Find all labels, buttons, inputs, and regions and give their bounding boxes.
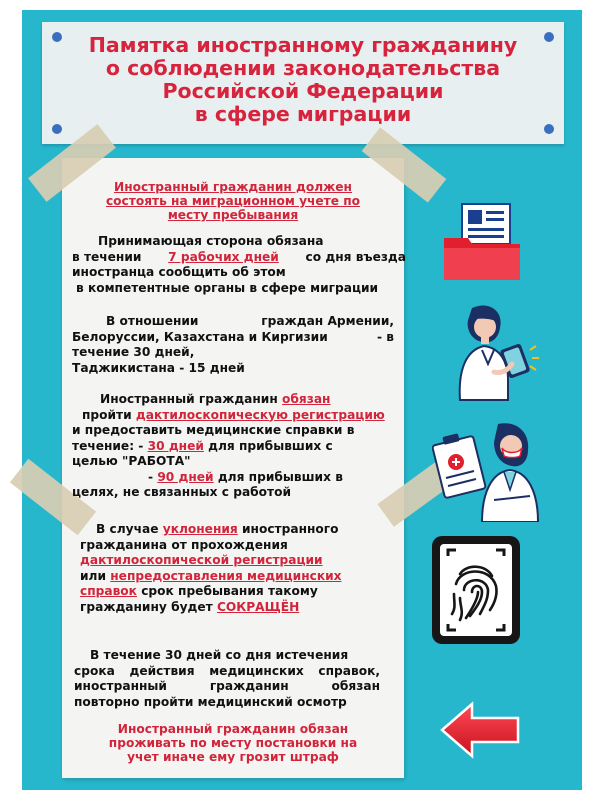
arrow-left-icon: [438, 700, 522, 760]
highlight-certificates: справок: [80, 584, 137, 598]
folder-document-icon: [440, 200, 524, 284]
countries-paragraph: [72, 314, 394, 376]
text-fragment: или: [80, 568, 107, 583]
title-line: в сфере миграции: [194, 102, 412, 126]
text-line: целях, не связанных с работой: [72, 485, 292, 499]
title-line: Российской Федерации: [162, 79, 444, 103]
text-fragment: В отношении: [106, 314, 199, 328]
text-fragment: со дня въезда: [305, 249, 406, 264]
text-line: гражданина от прохождения: [80, 537, 288, 552]
text-line: Таджикистана - 15 дней: [72, 360, 245, 375]
fine-warning: [72, 722, 394, 764]
highlight-fingerprinting: дактилоскопическую регистрацию: [135, 407, 385, 422]
text-line: срока действия медицинских справок,: [74, 663, 380, 678]
warning-line: проживать по месту постановки на: [108, 736, 358, 750]
text-fragment: Иностранный гражданин: [100, 392, 278, 406]
highlight-obliged: обязан: [282, 392, 331, 406]
text-line: [72, 408, 406, 424]
highlight-30-days: 30 дней: [147, 438, 204, 453]
text-line: целью "РАБОТА": [72, 454, 191, 468]
text-fragment: для прибывших в: [217, 469, 343, 484]
text-line: течение 30 дней,: [72, 345, 195, 359]
heading-line: Иностранный гражданин должен: [114, 180, 352, 194]
title-line: о соблюдении законодательства: [105, 56, 501, 80]
text-line: иностранца сообщить об этом: [72, 265, 286, 279]
heading-line: месту пребывания: [167, 208, 299, 222]
text-fragment: срок пребывания такому: [141, 584, 318, 598]
medical-exam-paragraph: [74, 648, 380, 710]
fingerprint-paragraph: [72, 392, 406, 501]
woman-with-tablet-icon: [442, 300, 546, 404]
text-fragment: течение: -: [72, 438, 144, 453]
host-obligation-paragraph: [72, 234, 406, 296]
highlight-non-submission: непредоставления медицинских: [110, 568, 342, 583]
warning-line: учет иначе ему грозит штраф: [127, 750, 339, 764]
highlight-reduced: СОКРАЩЁН: [216, 599, 300, 614]
highlight-deadline: 7 рабочих дней: [168, 249, 279, 264]
heading-line: состоять на миграционном учете по: [105, 194, 361, 208]
text-fragment: в течении: [72, 249, 142, 264]
warning-line: Иностранный гражданин обязан: [117, 722, 349, 736]
text-line: Принимающая сторона обязана: [98, 234, 324, 248]
text-line: [72, 569, 406, 585]
text-line: в компетентные органы в сфере миграции: [76, 280, 379, 295]
text-fragment: пройти: [82, 407, 132, 422]
registration-heading: [72, 180, 394, 222]
text-line: повторно пройти медицинский осмотр: [74, 694, 347, 709]
text-fragment: Белоруссии, Казахстана и Киргизии: [72, 329, 328, 344]
title-line: Памятка иностранному гражданину: [88, 33, 518, 57]
text-fragment: гражданину будет: [80, 599, 213, 614]
text-line: [72, 250, 406, 266]
text-line: [72, 392, 406, 408]
text-line: [72, 470, 406, 486]
text-fragment: для прибывших с: [208, 438, 333, 453]
doctor-with-clipboard-icon: [432, 418, 550, 522]
text-line: [72, 584, 406, 600]
text-line: иностранный гражданин обязан: [74, 679, 380, 693]
text-fragment: -: [148, 469, 154, 484]
text-fragment: граждан Армении,: [261, 314, 394, 328]
text-line: [72, 439, 406, 455]
text-line: [72, 600, 406, 616]
text-fragment: В случае: [96, 522, 159, 536]
text-fragment: иностранного: [242, 522, 339, 536]
text-line: В течение 30 дней со дня истечения: [90, 648, 349, 662]
text-line: [72, 314, 394, 330]
text-line: [72, 522, 406, 538]
page-title: [42, 34, 564, 126]
fingerprint-scanner-icon: [430, 534, 522, 646]
title-box: [42, 22, 564, 144]
highlight-fingerprint-registration: дактилоскопической регистрации: [80, 553, 323, 567]
text-line: и предоставить медицинские справки в: [72, 423, 355, 437]
highlight-90-days: 90 дней: [157, 469, 214, 484]
text-line: [72, 330, 394, 346]
penalty-paragraph: [72, 522, 406, 615]
text-fragment: - в: [376, 329, 394, 344]
highlight-evasion: уклонения: [162, 522, 238, 536]
